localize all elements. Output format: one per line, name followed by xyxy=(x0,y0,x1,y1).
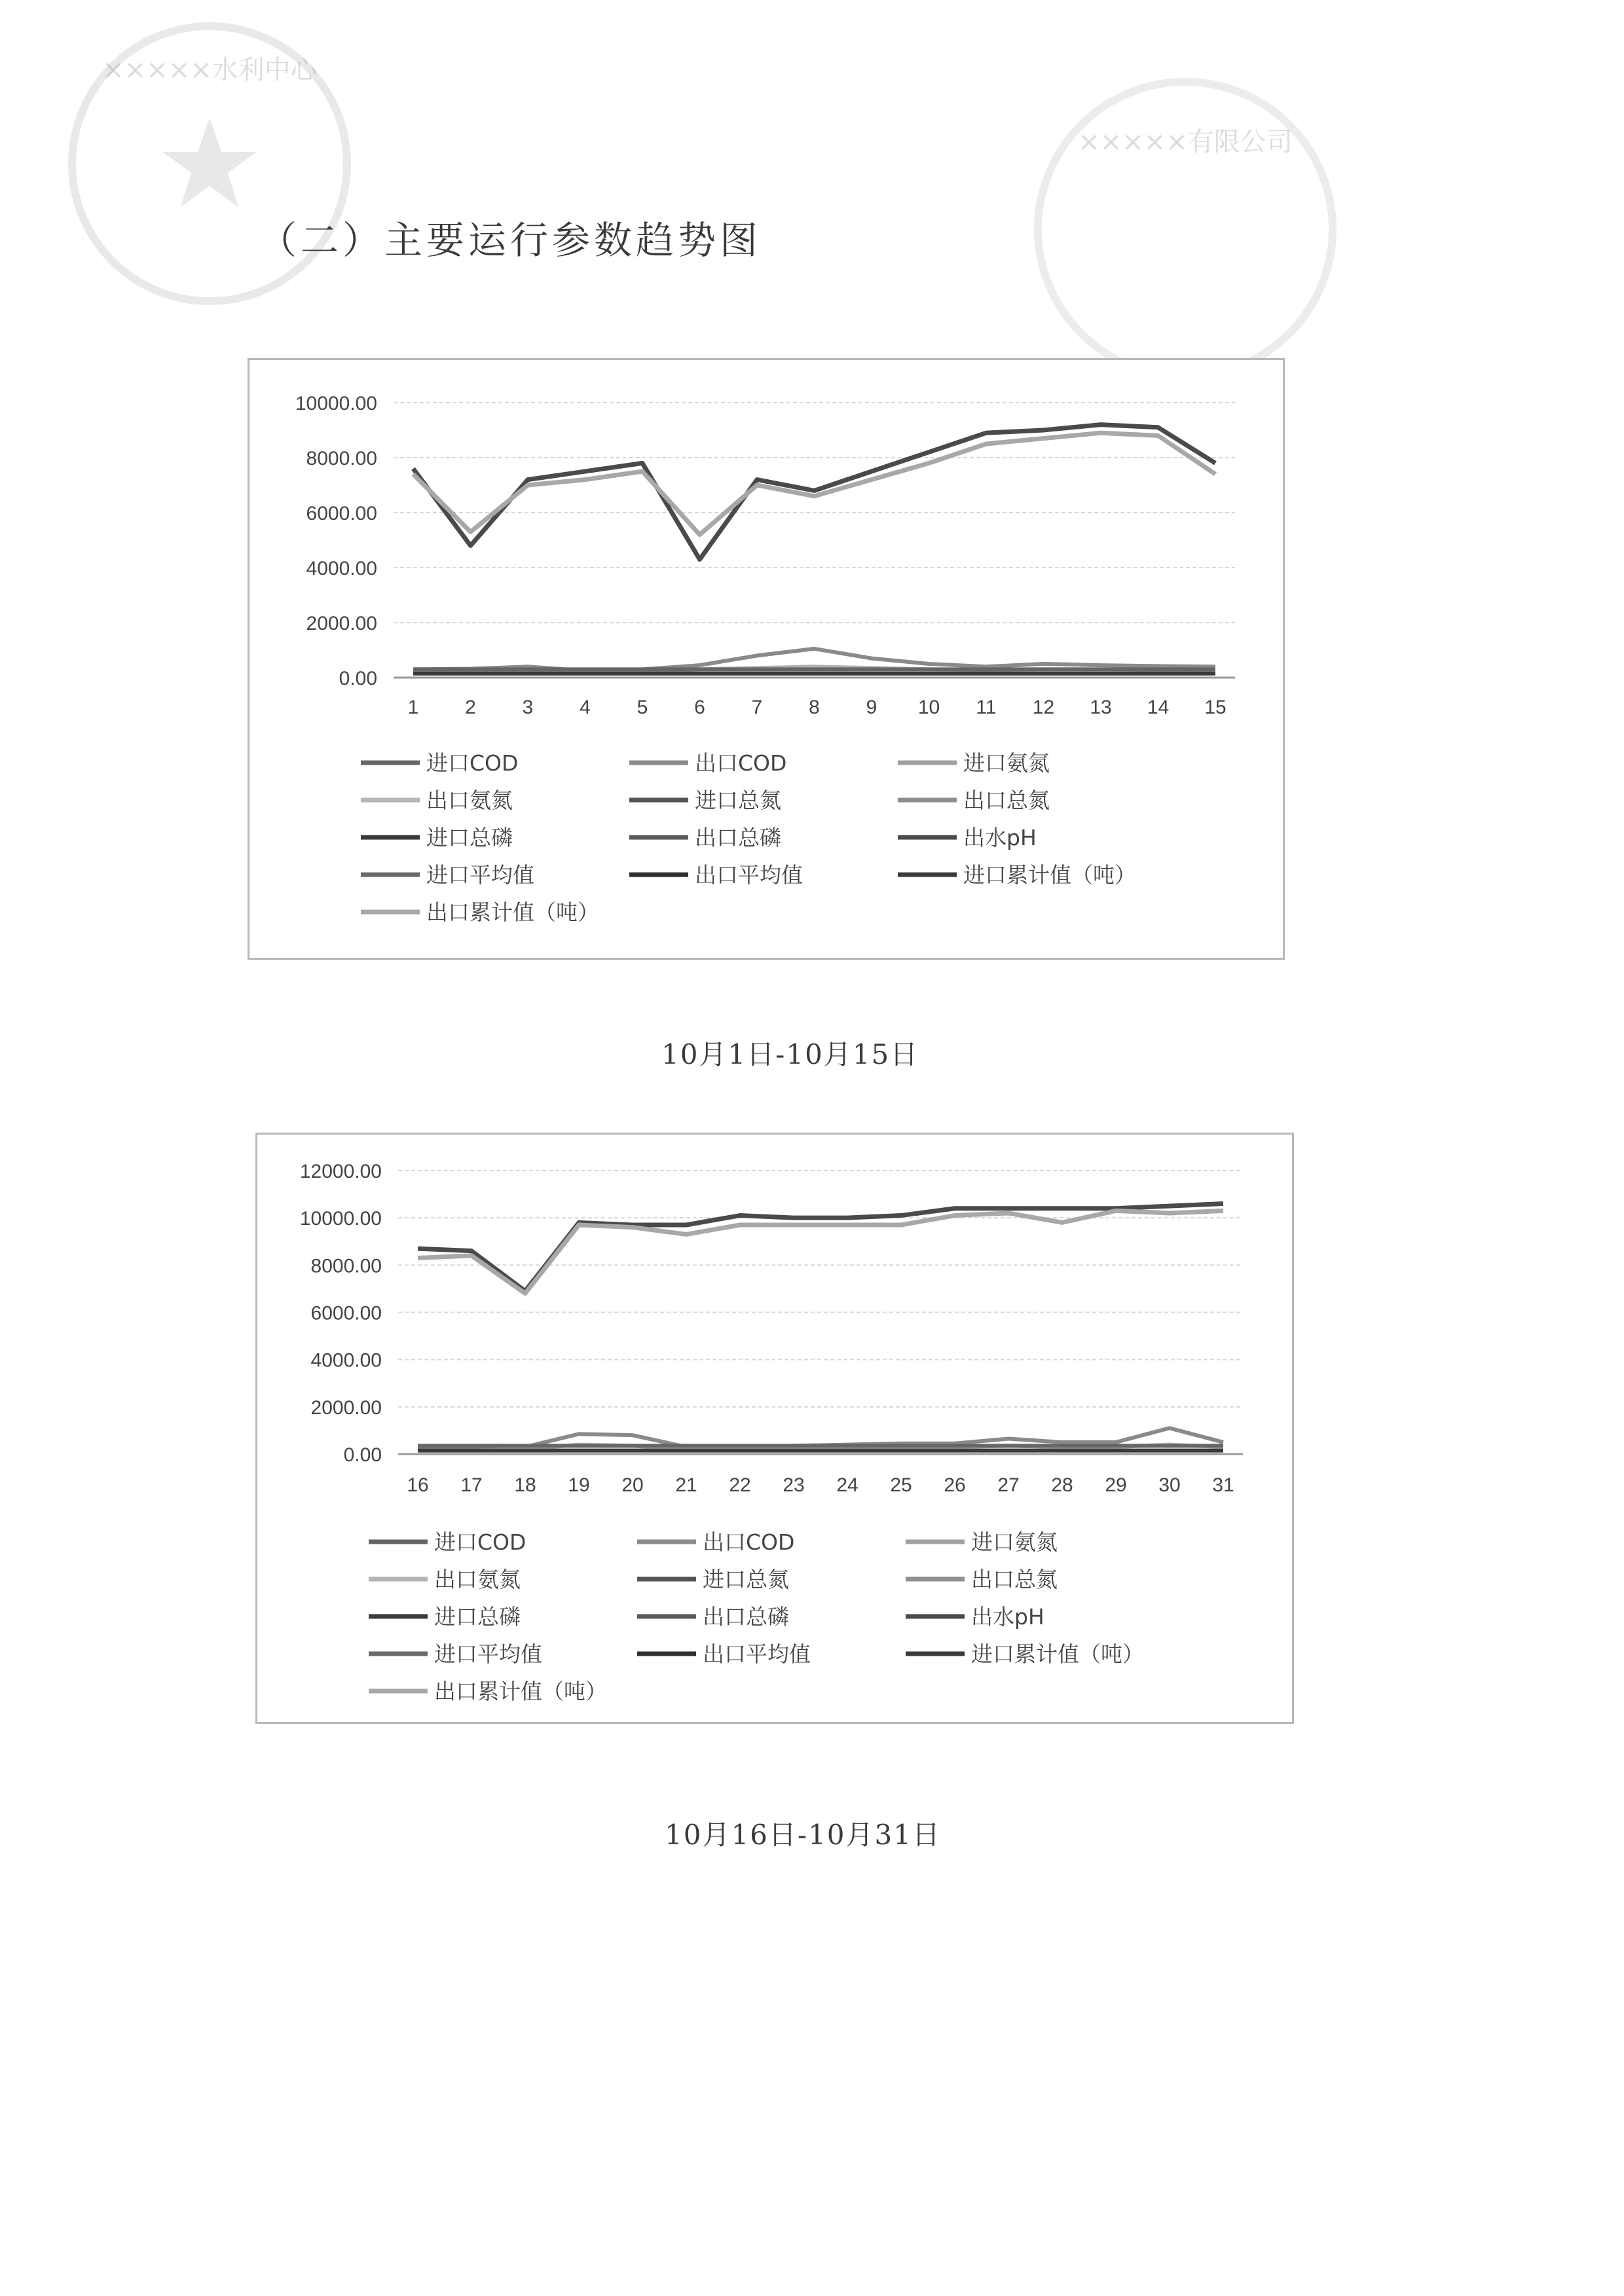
x-tick-label: 26 xyxy=(944,1474,966,1496)
x-tick-label: 9 xyxy=(866,697,877,718)
legend-label: 出口累计值（吨） xyxy=(434,1679,607,1704)
stamp-right xyxy=(1022,65,1349,393)
y-tick-label: 8000.00 xyxy=(310,1255,382,1277)
chart-2 xyxy=(257,1135,1292,1722)
y-tick-label: 6000.00 xyxy=(310,1302,382,1324)
x-tick-label: 13 xyxy=(1090,697,1112,718)
chart-1 xyxy=(249,360,1283,958)
x-tick-label: 15 xyxy=(1204,697,1227,718)
x-tick-label: 29 xyxy=(1105,1474,1127,1496)
legend-label: 出口平均值 xyxy=(695,862,803,888)
x-tick-label: 5 xyxy=(637,697,648,718)
x-tick-label: 8 xyxy=(809,697,820,718)
x-tick-label: 10 xyxy=(917,697,940,718)
y-tick-label: 12000.00 xyxy=(299,1161,382,1182)
series-line xyxy=(413,433,1215,534)
y-tick-label: 2000.00 xyxy=(310,1396,382,1419)
legend-label: 进口总磷 xyxy=(434,1604,521,1630)
y-tick-label: 8000.00 xyxy=(306,448,377,469)
x-tick-label: 30 xyxy=(1158,1474,1181,1496)
legend-label: 出水pH xyxy=(971,1604,1044,1630)
x-tick-label: 19 xyxy=(568,1474,590,1496)
legend-label: 进口总氮 xyxy=(703,1567,789,1592)
x-tick-label: 24 xyxy=(836,1474,858,1496)
legend-label: 出口氨氮 xyxy=(426,788,513,813)
legend-label: 出水pH xyxy=(963,825,1037,850)
page-heading: （二）主要运行参数趋势图 xyxy=(259,218,762,263)
x-tick-label: 25 xyxy=(890,1474,912,1496)
x-tick-label: 4 xyxy=(580,697,591,718)
x-tick-label: 7 xyxy=(751,697,763,718)
stamp-left-text: ×××××水利中心 xyxy=(102,55,317,85)
x-tick-label: 20 xyxy=(621,1474,644,1496)
x-tick-label: 17 xyxy=(460,1474,483,1496)
x-tick-label: 6 xyxy=(694,697,705,718)
y-tick-label: 6000.00 xyxy=(306,503,377,524)
x-tick-label: 23 xyxy=(783,1474,805,1496)
chart-2-caption: 10月16日-10月31日 xyxy=(665,1819,941,1851)
x-tick-label: 31 xyxy=(1212,1474,1234,1496)
legend-label: 进口氨氮 xyxy=(963,750,1050,776)
y-tick-label: 2000.00 xyxy=(306,613,377,634)
legend-label: 进口氨氮 xyxy=(971,1529,1058,1555)
legend-label: 进口平均值 xyxy=(426,862,534,888)
legend-label: 进口总氮 xyxy=(695,788,781,813)
x-tick-label: 12 xyxy=(1032,697,1055,718)
legend-label: 出口总氮 xyxy=(971,1567,1058,1592)
x-tick-label: 22 xyxy=(729,1474,751,1496)
x-tick-label: 1 xyxy=(407,697,419,718)
legend-label: 出口总磷 xyxy=(695,825,781,850)
x-tick-label: 21 xyxy=(675,1474,697,1496)
stamp-left xyxy=(59,13,360,314)
x-tick-label: 11 xyxy=(976,697,997,718)
legend-label: 出口总氮 xyxy=(963,788,1050,813)
y-tick-label: 10000.00 xyxy=(299,1208,382,1230)
legend-label: 进口COD xyxy=(434,1529,526,1555)
chart-1-caption: 10月1日-10月15日 xyxy=(661,1038,919,1070)
legend-label: 出口氨氮 xyxy=(434,1567,521,1592)
legend-label: 出口累计值（吨） xyxy=(426,900,599,925)
chart-1-frame xyxy=(248,358,1285,960)
series-line xyxy=(418,1211,1223,1293)
chart-2-frame xyxy=(255,1133,1294,1724)
x-tick-label: 16 xyxy=(407,1474,429,1496)
legend-label: 出口COD xyxy=(695,750,787,776)
legend-label: 出口平均值 xyxy=(703,1641,811,1667)
x-tick-label: 27 xyxy=(997,1474,1020,1496)
x-tick-label: 14 xyxy=(1147,697,1170,718)
legend-label: 出口总磷 xyxy=(703,1604,789,1630)
legend-label: 进口累计值（吨） xyxy=(971,1641,1144,1667)
x-tick-label: 3 xyxy=(522,697,534,718)
x-tick-label: 2 xyxy=(465,697,476,718)
y-tick-label: 4000.00 xyxy=(306,558,377,579)
y-tick-label: 4000.00 xyxy=(310,1349,382,1372)
legend-label: 进口平均值 xyxy=(434,1641,542,1667)
legend-label: 进口累计值（吨） xyxy=(963,862,1136,888)
x-tick-label: 18 xyxy=(514,1474,536,1496)
y-tick-label: 0.00 xyxy=(339,668,377,689)
x-tick-label: 28 xyxy=(1051,1474,1073,1496)
legend-label: 进口总磷 xyxy=(426,825,513,850)
legend-label: 进口COD xyxy=(426,750,519,776)
y-tick-label: 0.00 xyxy=(343,1444,382,1466)
y-tick-label: 10000.00 xyxy=(295,393,377,414)
series-line xyxy=(413,425,1215,560)
legend-label: 出口COD xyxy=(703,1529,795,1555)
stamp-right-text: ×××××有限公司 xyxy=(1078,127,1293,157)
